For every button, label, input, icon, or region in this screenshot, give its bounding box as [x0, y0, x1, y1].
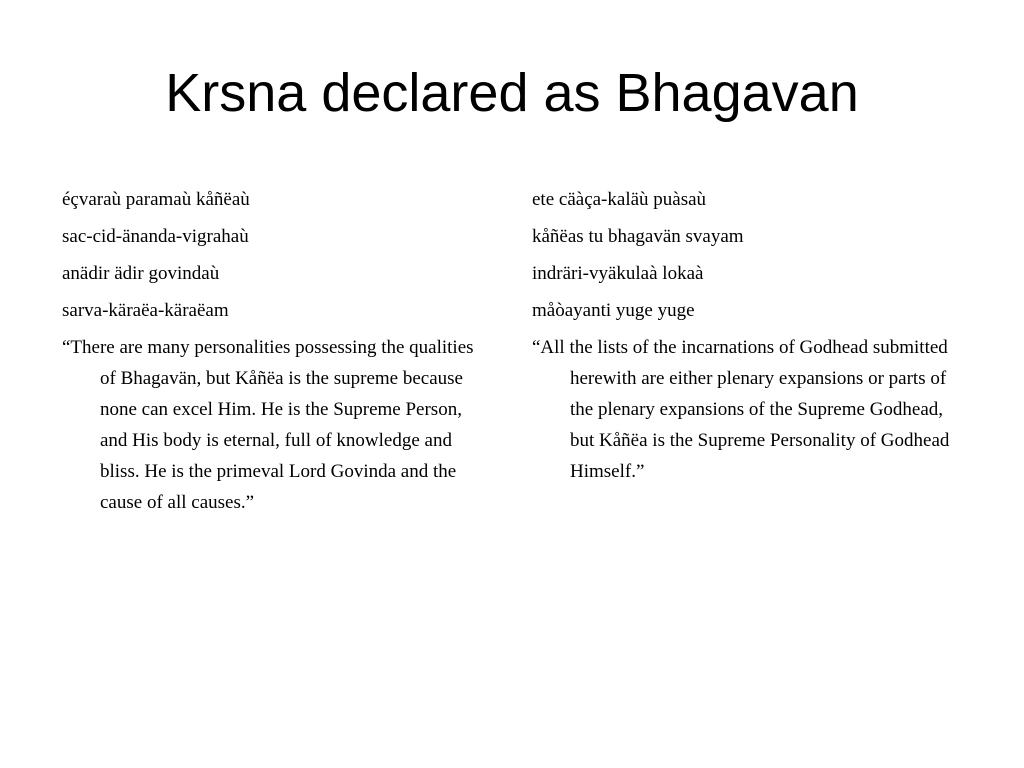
verse-line: anädir ädir govindaù: [62, 263, 220, 284]
verse-line: måòayanti yuge yuge: [532, 300, 695, 321]
verse-line: ete cäàça-kaläù puàsaù: [532, 189, 707, 210]
slide-title: Krsna declared as Bhagavan: [165, 63, 859, 123]
left-column: [62, 184, 492, 518]
translation-paragraph: “All the lists of the incarnations of Godhead submitted herewith are either plenary expansions or parts of the plenary expansions of the Supreme Godhead, but Kåñëa is the Supreme Personality of Godhead Himself.”: [532, 337, 950, 482]
verse-line: indräri-vyäkulaà lokaà: [532, 263, 704, 284]
verse-line: sarva-käraëa-käraëam: [62, 300, 229, 321]
verse-line: kåñëas tu bhagavän svayam: [532, 226, 744, 247]
right-column: [532, 184, 962, 487]
verse-line: éçvaraù paramaù kåñëaù: [62, 189, 250, 210]
translation-paragraph: “There are many personalities possessing the qualities of Bhagavän, but Kåñëa is the supreme because none can excel Him. He is the Supreme Person, and His body is eternal, full of knowledge and bliss. He is the primeval Lord Govinda and the cause of all causes.”: [62, 337, 474, 513]
verse-line: sac-cid-änanda-vigrahaù: [62, 226, 249, 247]
